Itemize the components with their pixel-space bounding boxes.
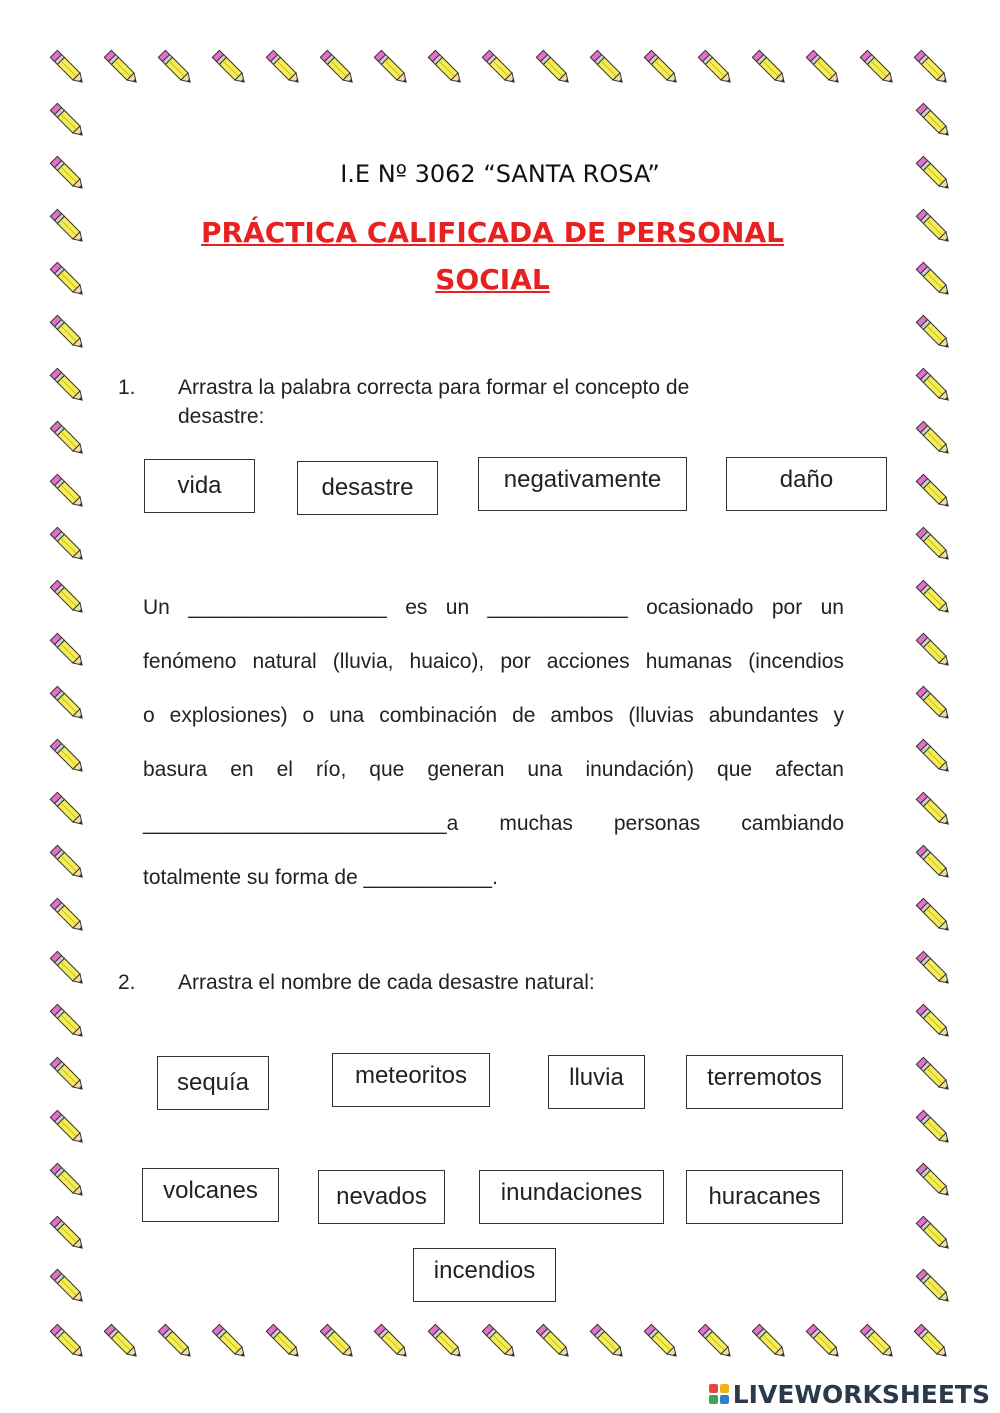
pencil-icon	[44, 839, 92, 887]
paragraph-line-5	[143, 812, 844, 836]
pencil-icon	[854, 1318, 902, 1366]
word: ambos	[550, 704, 614, 727]
word: personas	[613, 812, 701, 835]
word-tile-inundaciones[interactable]: inundaciones	[479, 1170, 664, 1224]
pencil-icon	[910, 521, 958, 569]
pencil-icon	[476, 44, 524, 92]
pencil-icon	[910, 786, 958, 834]
paragraph-line-6	[143, 866, 844, 890]
pencil-icon	[44, 1210, 92, 1258]
pencil-icon	[910, 1104, 958, 1152]
word: que	[717, 758, 753, 781]
liveworksheets-logo	[709, 1379, 990, 1409]
word: inundación)	[585, 758, 695, 781]
word: un	[820, 596, 844, 619]
pencil-icon	[98, 44, 146, 92]
word: (lluvias	[628, 704, 694, 727]
word: río,	[315, 758, 347, 781]
pencil-icon	[206, 1318, 254, 1366]
logo-square-2	[720, 1384, 729, 1393]
pencil-icon	[44, 627, 92, 675]
word: o	[302, 704, 315, 727]
pencil-icon	[422, 44, 470, 92]
pencil-icon	[910, 415, 958, 463]
logo-square-4	[720, 1395, 729, 1404]
word-tile-meteoritos[interactable]: meteoritos	[332, 1053, 490, 1107]
pencil-icon	[476, 1318, 524, 1366]
pencil-icon	[368, 1318, 416, 1366]
drop-blank-1[interactable]: _________________	[188, 596, 387, 619]
pencil-icon	[584, 44, 632, 92]
pencil-icon	[260, 1318, 308, 1366]
word: cambiando	[741, 812, 844, 835]
pencil-icon	[152, 44, 200, 92]
word: generan	[427, 758, 505, 781]
pencil-icon	[584, 1318, 632, 1366]
question-1-text-line1: Arrastra la palabra correcta para formar el concepto de	[178, 376, 690, 399]
pencil-icon	[44, 1157, 92, 1205]
pencil-icon	[44, 786, 92, 834]
fill-in-paragraph	[143, 596, 844, 896]
paragraph-line-1	[143, 596, 844, 620]
word-tile-vida[interactable]: vida	[144, 459, 255, 513]
pencil-icon	[910, 309, 958, 357]
word: acciones	[546, 650, 630, 673]
pencil-icon	[910, 998, 958, 1046]
pencil-icon	[314, 1318, 362, 1366]
pencil-icon	[910, 733, 958, 781]
pencil-icon	[44, 1104, 92, 1152]
pencil-icon	[746, 44, 794, 92]
pencil-icon	[910, 256, 958, 304]
paragraph-final-line-with-blank-4[interactable]: totalmente su forma de ___________.	[143, 866, 498, 889]
pencil-icon	[44, 1263, 92, 1311]
pencil-icon	[44, 892, 92, 940]
drop-blank-2[interactable]: ____________	[487, 596, 628, 619]
word: (incendios	[748, 650, 844, 673]
pencil-icon	[98, 1318, 146, 1366]
pencil-icon	[910, 574, 958, 622]
question-2-number: 2.	[118, 971, 136, 994]
word: huaico),	[409, 650, 485, 673]
pencil-icon	[910, 1263, 958, 1311]
word: en	[230, 758, 254, 781]
word: (lluvia,	[332, 650, 394, 673]
pencil-icon	[44, 998, 92, 1046]
pencil-icon	[908, 1318, 956, 1366]
word: Un	[143, 596, 170, 619]
pencil-icon	[206, 44, 254, 92]
question-1	[118, 373, 818, 433]
word: que	[369, 758, 405, 781]
word: por	[771, 596, 803, 619]
word: fenómeno	[143, 650, 237, 673]
pencil-icon	[368, 44, 416, 92]
word-tile-terremotos[interactable]: terremotos	[686, 1055, 843, 1109]
pencil-icon	[908, 44, 956, 92]
pencil-icon	[44, 309, 92, 357]
pencil-icon	[800, 1318, 848, 1366]
word: el	[276, 758, 293, 781]
pencil-icon	[314, 44, 362, 92]
word: ocasionado	[646, 596, 754, 619]
pencil-icon	[44, 256, 92, 304]
word: de	[512, 704, 536, 727]
pencil-icon	[44, 468, 92, 516]
word: humanas	[645, 650, 733, 673]
pencil-icon	[910, 468, 958, 516]
pencil-icon	[910, 680, 958, 728]
pencil-icon	[910, 1051, 958, 1099]
pencil-icon	[44, 362, 92, 410]
liveworksheets-logo-icon	[709, 1384, 729, 1404]
pencil-icon	[44, 415, 92, 463]
word: por	[500, 650, 531, 673]
pencil-icon	[910, 892, 958, 940]
word: o	[143, 704, 155, 727]
pencil-icon	[44, 680, 92, 728]
word: y	[833, 704, 844, 727]
pencil-icon	[692, 44, 740, 92]
word: explosiones)	[169, 704, 288, 727]
pencil-icon	[530, 1318, 578, 1366]
logo-square-3	[709, 1395, 718, 1404]
pencil-icon	[44, 1051, 92, 1099]
pencil-icon	[44, 97, 92, 145]
word-tile-lluvia[interactable]: lluvia	[548, 1055, 645, 1109]
pencil-icon	[44, 203, 92, 251]
word: es	[405, 596, 428, 619]
word-tile-sequia[interactable]: sequía	[157, 1056, 269, 1110]
paragraph-line-3	[143, 704, 844, 728]
drop-blank-3[interactable]: __________________________a	[143, 812, 459, 835]
question-1-number: 1.	[118, 376, 136, 399]
pencil-icon	[44, 1318, 92, 1366]
word: natural	[252, 650, 317, 673]
pencil-icon	[44, 733, 92, 781]
pencil-icon	[638, 44, 686, 92]
pencil-icon	[800, 44, 848, 92]
word: basura	[143, 758, 208, 781]
question-2	[118, 968, 818, 998]
word: combinación	[379, 704, 498, 727]
paragraph-line-2	[143, 650, 844, 674]
pencil-icon	[44, 945, 92, 993]
pencil-icon	[910, 1210, 958, 1258]
pencil-icon	[692, 1318, 740, 1366]
pencil-icon	[530, 44, 578, 92]
liveworksheets-brand-text: LIVEWORKSHEETS	[732, 1379, 990, 1409]
pencil-icon	[44, 574, 92, 622]
school-name: I.E Nº 3062 “SANTA ROSA”	[340, 160, 660, 188]
pencil-icon	[746, 1318, 794, 1366]
word: abundantes	[708, 704, 819, 727]
page-title-line2: SOCIAL	[435, 263, 550, 296]
word: una	[329, 704, 365, 727]
word-tile-volcanes[interactable]: volcanes	[142, 1168, 279, 1222]
word: afectan	[775, 758, 844, 781]
paragraph-line-4	[143, 758, 844, 782]
pencil-icon	[910, 839, 958, 887]
question-2-text: Arrastra el nombre de cada desastre natural:	[178, 971, 595, 994]
word: un	[445, 596, 470, 619]
word: una	[527, 758, 563, 781]
word: muchas	[499, 812, 573, 835]
logo-square-1	[709, 1384, 718, 1393]
pencil-icon	[910, 203, 958, 251]
pencil-icon	[44, 521, 92, 569]
word-tile-negativamente[interactable]: negativamente	[478, 457, 687, 511]
pencil-icon	[910, 97, 958, 145]
pencil-icon	[910, 362, 958, 410]
question-1-text-line2: desastre:	[178, 405, 265, 428]
pencil-icon	[854, 44, 902, 92]
pencil-icon	[910, 627, 958, 675]
pencil-icon	[638, 1318, 686, 1366]
pencil-icon	[44, 44, 92, 92]
pencil-icon	[422, 1318, 470, 1366]
word-tile-nevados[interactable]: nevados	[318, 1170, 445, 1224]
pencil-icon	[910, 1157, 958, 1205]
word-tile-dano[interactable]: daño	[726, 457, 887, 511]
word-tile-desastre[interactable]: desastre	[297, 461, 438, 515]
word-tile-incendios[interactable]: incendios	[413, 1248, 556, 1302]
pencil-icon	[260, 44, 308, 92]
word-tile-huracanes[interactable]: huracanes	[686, 1170, 843, 1224]
pencil-icon	[152, 1318, 200, 1366]
page-title-line1: PRÁCTICA CALIFICADA DE PERSONAL	[201, 216, 784, 249]
pencil-icon	[910, 945, 958, 993]
